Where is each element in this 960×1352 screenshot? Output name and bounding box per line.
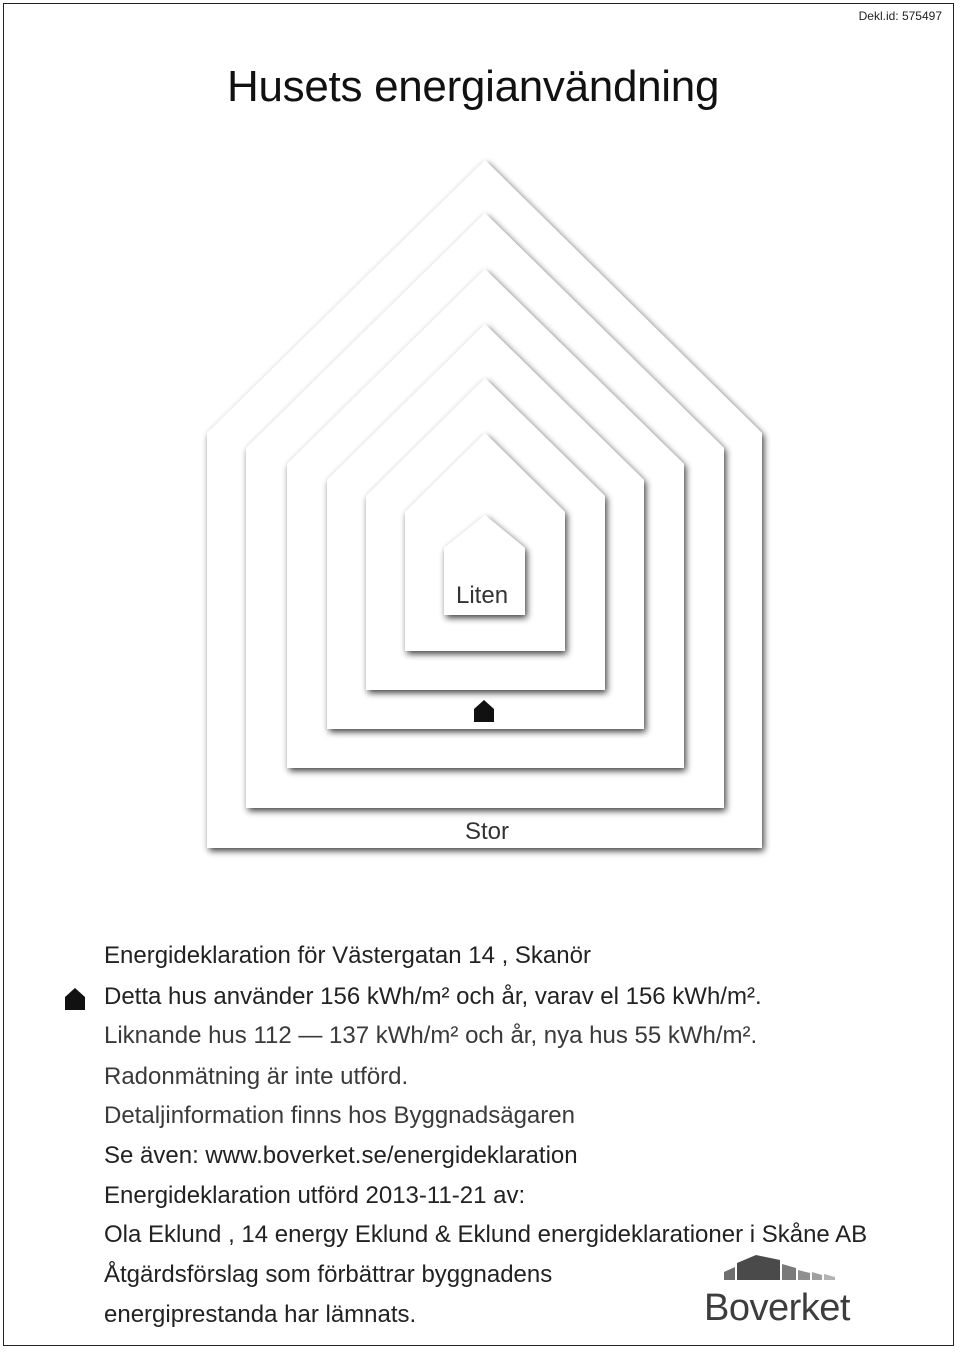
- info-measures-2: energiprestanda har lämnats.: [104, 1301, 417, 1328]
- page-title: Husets energianvändning: [227, 62, 720, 111]
- boverket-logo-icon: [704, 1254, 844, 1288]
- house-marker-icon: [473, 699, 495, 723]
- info-date: Energideklaration utförd 2013-11-21 av:: [104, 1182, 526, 1209]
- info-address: Energideklaration för Västergatan 14 , Skanör: [104, 942, 591, 969]
- info-measures-1: Åtgärdsförslag som förbättrar byggnadens: [104, 1261, 553, 1288]
- house-marker-icon: [64, 987, 86, 1011]
- scale-label-small: Liten: [456, 582, 509, 609]
- info-usage: Detta hus använder 156 kWh/m² och år, varav el 156 kWh/m².: [104, 983, 762, 1010]
- info-radon: Radonmätning är inte utförd.: [104, 1063, 409, 1090]
- info-details: Detaljinformation finns hos Byggnadsägaren: [104, 1102, 575, 1129]
- info-expert: Ola Eklund , 14 energy Eklund & Eklund energideklarationer i Skåne AB: [104, 1221, 868, 1248]
- declaration-id: Dekl.id: 575497: [858, 9, 942, 23]
- boverket-logo-text: Boverket: [704, 1287, 850, 1329]
- info-comparison: Liknande hus 112 — 137 kWh/m² och år, nya hus 55 kWh/m².: [104, 1022, 758, 1049]
- scale-label-large: Stor: [465, 818, 510, 845]
- info-link: Se även: www.boverket.se/energideklaration: [104, 1142, 578, 1169]
